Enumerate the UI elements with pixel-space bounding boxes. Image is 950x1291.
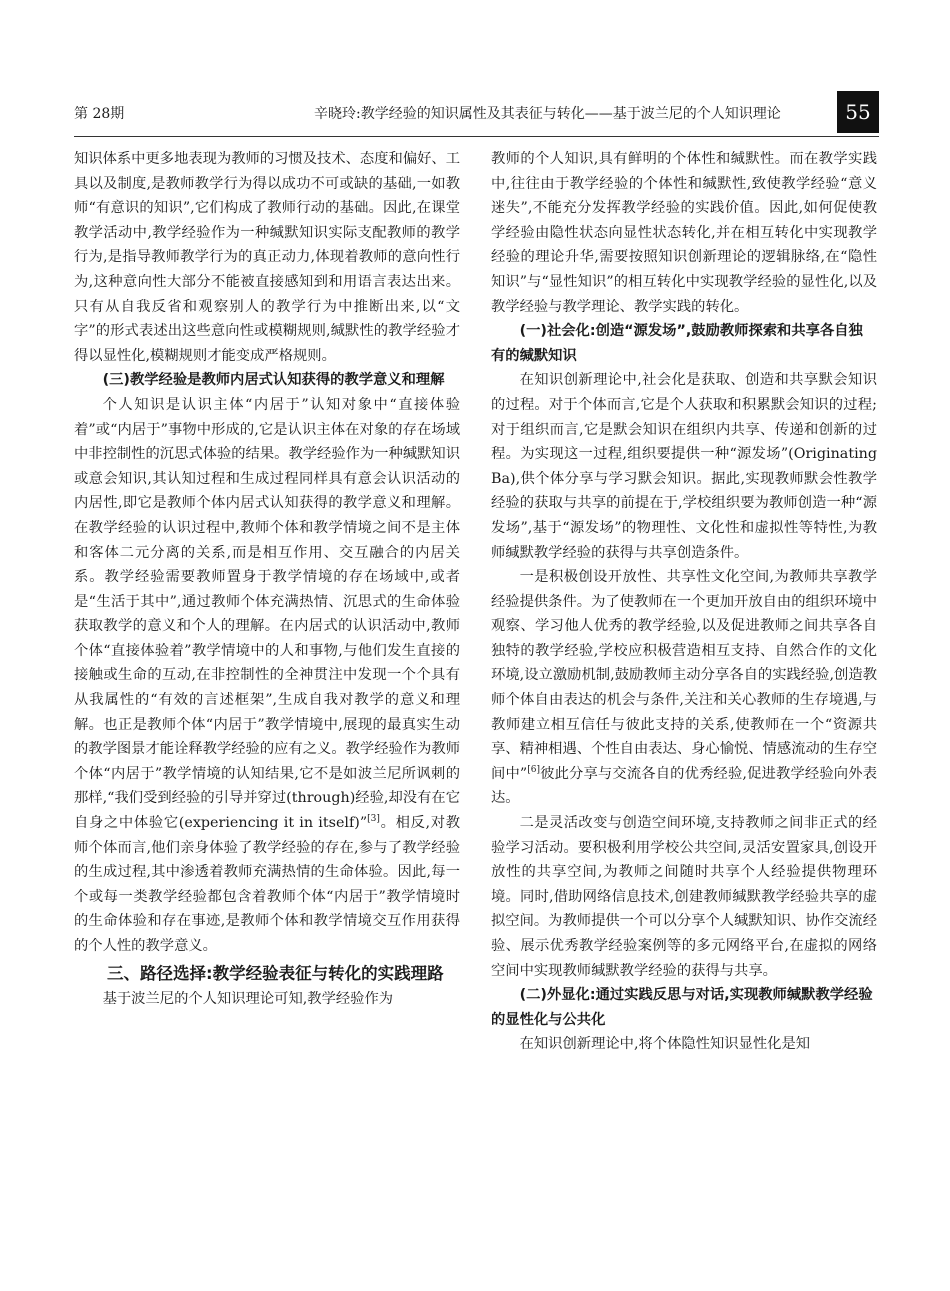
paragraph-text: 一是积极创设开放性、共享性文化空间,为教师共享教学经验提供条件。为了使教师在一个更加开放自由的组织环境中观察、学习他人优秀的教学经验,以及促进教师之间共享各自独特的教学经验,学校应积极营造相互支持、自然合作的文化环境,设立激励机制,鼓励教师主动分享各自的实践经验,创造教师个体自由表达的机会与条件,关注和关心教师的生存境遇,与教师建立相互信任与彼此支持的关系,使教师在一个“资源共享、精神相遇、个性自由表达、身心愉悦、情感流动的生存空间中”: [491, 569, 878, 782]
paragraph-text: 彼此分享与交流各自的优秀经验,促进教学经验向外表达。: [491, 765, 878, 807]
page-number: 55: [837, 91, 879, 133]
paragraph: [491, 565, 877, 811]
issue-number: 第 28期: [74, 106, 125, 122]
paragraph: [74, 393, 460, 959]
paragraph: 教师的个人知识,具有鲜明的个体性和缄默性。而在教学实践中,往往由于教学经验的个体性和缄默性,致使教学经验“意义迷失”,不能充分发挥教学经验的实践价值。因此,如何促使教学经验由隐性状态向显性状态转化,并在相互转化中实现教学经验的理论升华,需要按照知识创新理论的逻辑脉络,在“隐性知识”与“显性知识”的相互转化中实现教学经验的显性化,以及教学经验与教学理论、教学实践的转化。: [491, 151, 877, 315]
right-column: [491, 147, 877, 1057]
paragraph-text: 个人知识是认识主体“内居于”认知对象中“直接体验着”或“内居于”事物中形成的,它是认识主体在对象的存在场域中非控制性的沉思式体验的结果。教学经验作为一种缄默知识或意会知识,其认知过程和生成过程同样具有意会认识活动的内居性,即它是教师个体内居式认知获得的教学意义和理解。在教学经验的认识过程中,教师个体和教学情境之间不是主体和客体二元分离的关系,而是相互作用、交互融合的内居关系。教学经验需要教师置身于教学情境的存在场域中,或者是“生活于其中”,通过教师个体充满热情、沉思式的生命体验获取教学的意义和个人的理解。在内居式的认识活动中,教师个体“直接体验着”教学情境中的人和事物,与他们发生直接的接触或生命的互动,在非控制性的全神贯注中发现一个个具有从我属性的“有效的言述框架”,生成自我对教学的意义和理解。也正是教师个体“内居于”教学情境中,展现的最真实生动的教学图景才能诠释教学经验的应有之义。教学经验作为教师个体“内居于”教学情境的认知结果,它不是如波兰尼所讽刺的那样,“我们受到经验的引导并穿过(through)经验,却没有在它自身之中体验它(experiencing it in itself)”: [74, 396, 461, 832]
paragraph: 在知识创新理论中,将个体隐性知识显性化是知: [519, 1036, 811, 1053]
citation-6: [6]: [527, 765, 540, 776]
paragraph: 二是灵活改变与创造空间环境,支持教师之间非正式的经验学习活动。要积极利用学校公共空间,灵活安置家具,创设开放性的共享空间,为教师之间随时共享个人经验提供物理环境。同时,借助网络信息技术,创建教师缄默教学经验共享的虚拟空间。为教师提供一个可以分享个人缄默知识、协作交流经验、展示优秀教学经验案例等的多元网络平台,在虚拟的网络空间中实现教师缄默教学经验的获得与共享。: [491, 815, 878, 979]
paragraph: 基于波兰尼的个人知识理论可知,教学经验作为: [102, 990, 394, 1007]
section-heading-1: (一)社会化:创造“源发场”,鼓励教师探索和共享各自独有的缄默知识: [491, 323, 863, 364]
running-title: 辛晓玲:教学经验的知识属性及其表征与转化——基于波兰尼的个人知识理论: [314, 106, 781, 122]
paragraph-text: 。相反,对教师个体而言,他们亲身体验了教学经验的存在,参与了教学经验的生成过程,其中渗透着教师充满热情的生命体验。因此,每一个或每一类教学经验都包含着教师个体“内居于”教学情境时的生命体验和存在事迹,是教师个体和教学情境交互作用获得的个人性的教学意义。: [74, 815, 461, 954]
section-heading-2: (二)外显化:通过实践反思与对话,实现教师缄默教学经验的显性化与公共化: [491, 987, 873, 1028]
citation-3: [3]: [367, 814, 380, 825]
left-column: [74, 147, 460, 1011]
paragraph: 在知识创新理论中,社会化是获取、创造和共享默会知识的过程。对于个体而言,它是个人获取和积累默会知识的过程;对于组织而言,它是默会知识在组织内共享、传递和创新的过程。为实现这一过程,组织要提供一种“源发场”(Originating Ba),供个体分享与学习默会知识。据此,实现教师默会性教学经验的获取与共享的前提在于,学校组织要为教师创造一种“源发场”,基于“源发场”的物理性、文化性和虚拟性等特性,为教师缄默教学经验的获得与共享创造条件。: [491, 372, 877, 561]
header-rule: [74, 136, 879, 137]
paragraph: 知识体系中更多地表现为教师的习惯及技术、态度和偏好、工具以及制度,是教师教学行为得以成功不可或缺的基础,一如教师“有意识的知识”,它们构成了教师行动的基础。因此,在课堂教学活动中,教学经验作为一种缄默知识实际支配教师的教学行为,是指导教师教学行为的真正动力,体现着教师的意向性行为,这种意向性大部分不能被直接感知到和用语言表达出来。只有从自我反省和观察别人的教学行为中推断出来,以“文字”的形式表述出这些意向性或模糊规则,缄默性的教学经验才得以显性化,模糊规则才能变成严格规则。: [74, 151, 461, 364]
page-header: [74, 95, 879, 135]
section-heading-3: (三)教学经验是教师内居式认知获得的教学意义和理解: [102, 372, 445, 389]
section-heading-main: 三、路径选择:教学经验表征与转化的实践理路: [107, 963, 444, 983]
